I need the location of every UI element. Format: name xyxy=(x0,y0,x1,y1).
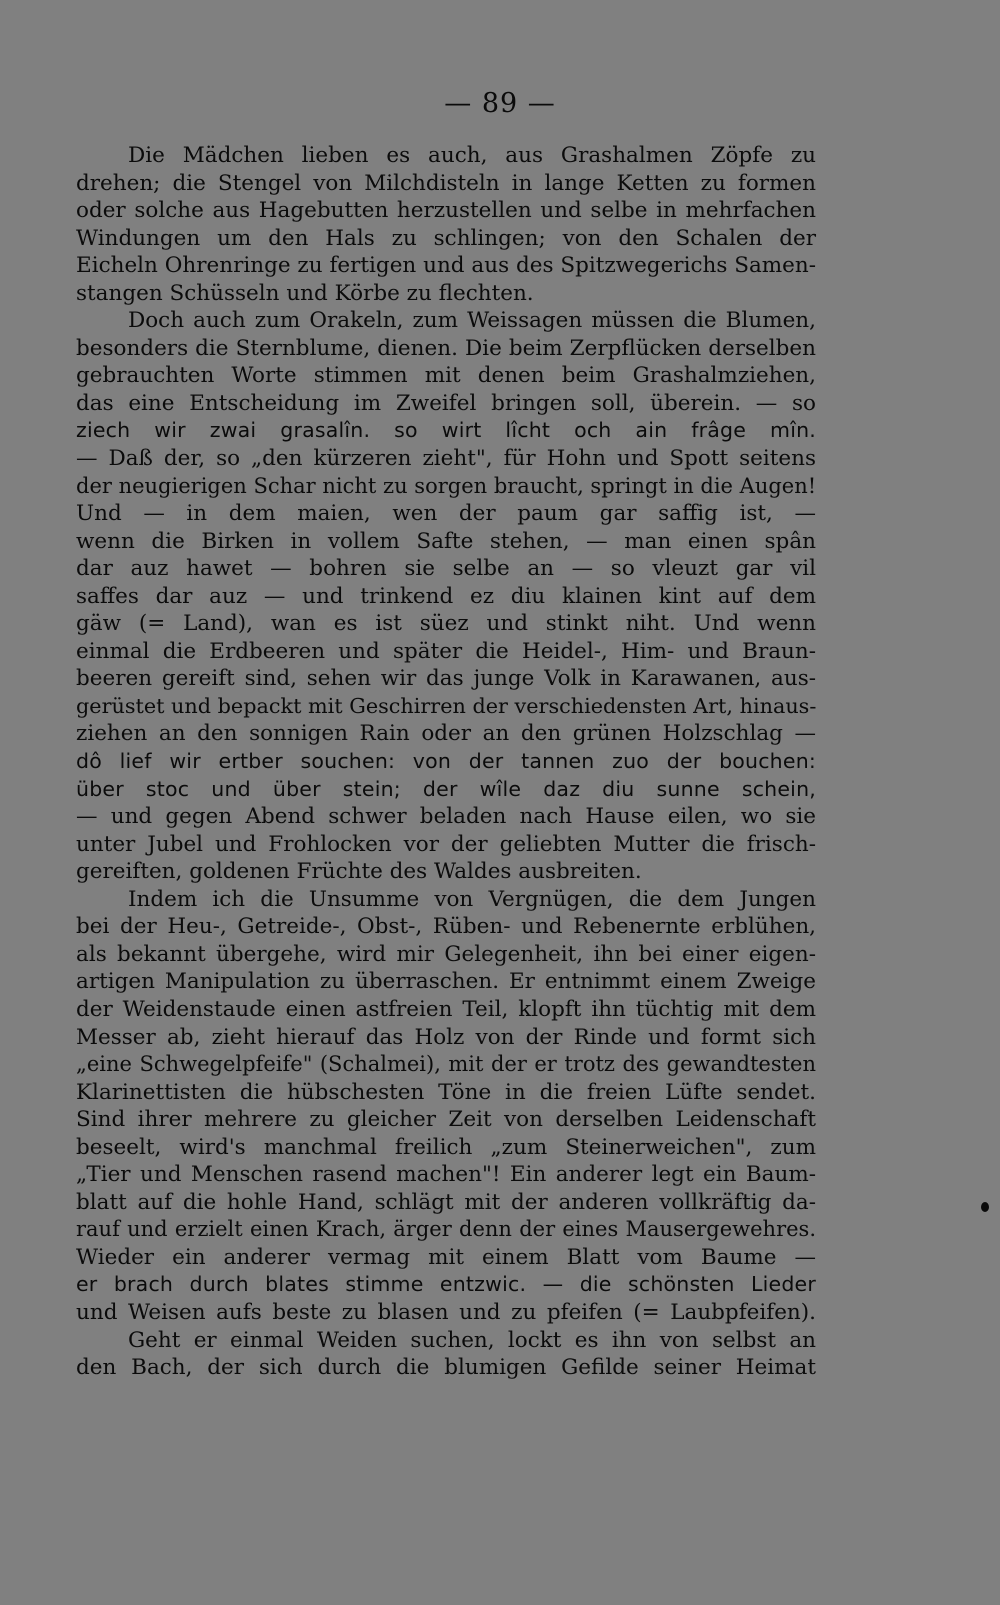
text-line: wenn die Birken in vollem Safte stehen, — man einen spân xyxy=(76,528,816,554)
text-line: unter Jubel und Frohlocken vor der geliebten Mutter die frisch- xyxy=(76,831,816,857)
text-line: Sind ihrer mehrere zu gleicher Zeit von derselben Leidenschaft xyxy=(76,1107,816,1133)
text-line: er brach durch blates stimme entzwic. — die schönsten Lieder xyxy=(76,1272,816,1297)
text-line: den Bach, der sich durch die blumigen Gefilde seiner Heimat xyxy=(76,1355,816,1381)
text-line: ziech wir zwai grasalîn. so wirt lîcht och ain frâge mîn. xyxy=(76,418,816,443)
text-line: Windungen um den Hals zu schlingen; von den Schalen der xyxy=(76,225,816,251)
text-line: als bekannt übergehe, wird mir Gelegenheit, ihn bei einer eigen- xyxy=(76,941,816,967)
text-line: Klarinettisten die hübschesten Töne in die freien Lüfte sendet. xyxy=(76,1079,816,1105)
text-line: „eine Schwegelpfeife" (Schalmei), mit der er trotz des gewandtesten xyxy=(76,1052,816,1077)
text-line: der neugierigen Schar nicht zu sorgen braucht, springt in die Augen! xyxy=(76,473,817,498)
text-line: über stoc und über stein; der wîle daz diu sunne schein, xyxy=(76,776,816,801)
text-line: artigen Manipulation zu überraschen. Er entnimmt einem Zweige xyxy=(76,969,816,995)
text-line: dar auz hawet — bohren sie selbe an — so vleuzt gar vil xyxy=(76,556,816,582)
text-line: Und — in dem maien, wen der paum gar saffig ist, — xyxy=(76,501,816,527)
text-line: oder solche aus Hagebutten herzustellen und selbe in mehrfachen xyxy=(76,198,816,224)
text-line: — und gegen Abend schwer beladen nach Hause eilen, wo sie xyxy=(76,804,816,830)
text-line: beseelt, wird's manchmal freilich „zum Steinerweichen", zum xyxy=(76,1134,816,1160)
text-line: ziehen an den sonnigen Rain oder an den grünen Holzschlag — xyxy=(76,721,816,747)
text-line: Doch auch zum Orakeln, zum Weissagen müssen die Blumen, xyxy=(128,308,816,334)
text-line: Die Mädchen lieben es auch, aus Grashalmen Zöpfe zu xyxy=(128,143,816,168)
text-line: beeren gereift sind, sehen wir das junge Volk in Karawanen, aus- xyxy=(76,666,816,692)
text-line: gereiften, goldenen Früchte des Waldes ausbreiten. xyxy=(76,859,642,885)
text-line: drehen; die Stengel von Milchdisteln in lange Ketten zu formen xyxy=(76,170,816,196)
text-line: das eine Entscheidung im Zweifel bringen soll, überein. — so xyxy=(76,390,816,416)
margin-speck xyxy=(981,1202,989,1212)
text-line: stangen Schüsseln und Körbe zu flechten. xyxy=(76,280,534,306)
text-line: Geht er einmal Weiden suchen, lockt es ihn von selbst an xyxy=(128,1327,816,1353)
text-line: gäw (= Land), wan es ist süez und stinkt niht. Und wenn xyxy=(76,611,816,637)
text-line: der Weidenstaude einen astfreien Teil, klopft ihn tüchtig mit dem xyxy=(76,996,816,1022)
text-line: saffes dar auz — und trinkend ez diu klainen kint auf dem xyxy=(76,583,816,609)
text-line: und Weisen aufs beste zu blasen und zu pfeifen (= Laubpfeifen). xyxy=(76,1299,816,1325)
text-line: Eicheln Ohrenringe zu fertigen und aus des Spitzwegerichs Samen- xyxy=(76,253,816,279)
body-text xyxy=(76,142,816,1382)
text-line: dô lief wir ertber souchen: von der tannen zuo der bouchen: xyxy=(76,749,816,774)
text-line: — Daß der, so „den kürzeren zieht", für Hohn und Spott seitens xyxy=(76,446,816,472)
text-line: bei der Heu-, Getreide-, Obst-, Rüben- und Rebenernte erblühen, xyxy=(76,914,816,940)
text-line: blatt auf die hohle Hand, schlägt mit der anderen vollkräftig da- xyxy=(76,1189,816,1215)
text-line: gerüstet und bepackt mit Geschirren der verschiedensten Art, hinaus- xyxy=(76,693,817,718)
text-line: „Tier und Menschen rasend machen"! Ein anderer legt ein Baum- xyxy=(76,1162,816,1188)
text-line: Wieder ein anderer vermag mit einem Blatt vom Baume — xyxy=(76,1244,816,1270)
text-line: einmal die Erdbeeren und später die Heidel-, Him- und Braun- xyxy=(76,638,816,664)
page-number: — 89 — xyxy=(444,88,556,119)
text-line: Messer ab, zieht hierauf das Holz von der Rinde und formt sich xyxy=(76,1024,816,1050)
text-line: rauf und erzielt einen Krach, ärger denn der eines Mausergewehres. xyxy=(76,1217,816,1242)
text-line: gebrauchten Worte stimmen mit denen beim Grashalmziehen, xyxy=(76,363,816,389)
text-line: besonders die Sternblume, dienen. Die beim Zerpflücken derselben xyxy=(76,335,816,361)
text-line: Indem ich die Unsumme von Vergnügen, die dem Jungen xyxy=(128,886,816,912)
